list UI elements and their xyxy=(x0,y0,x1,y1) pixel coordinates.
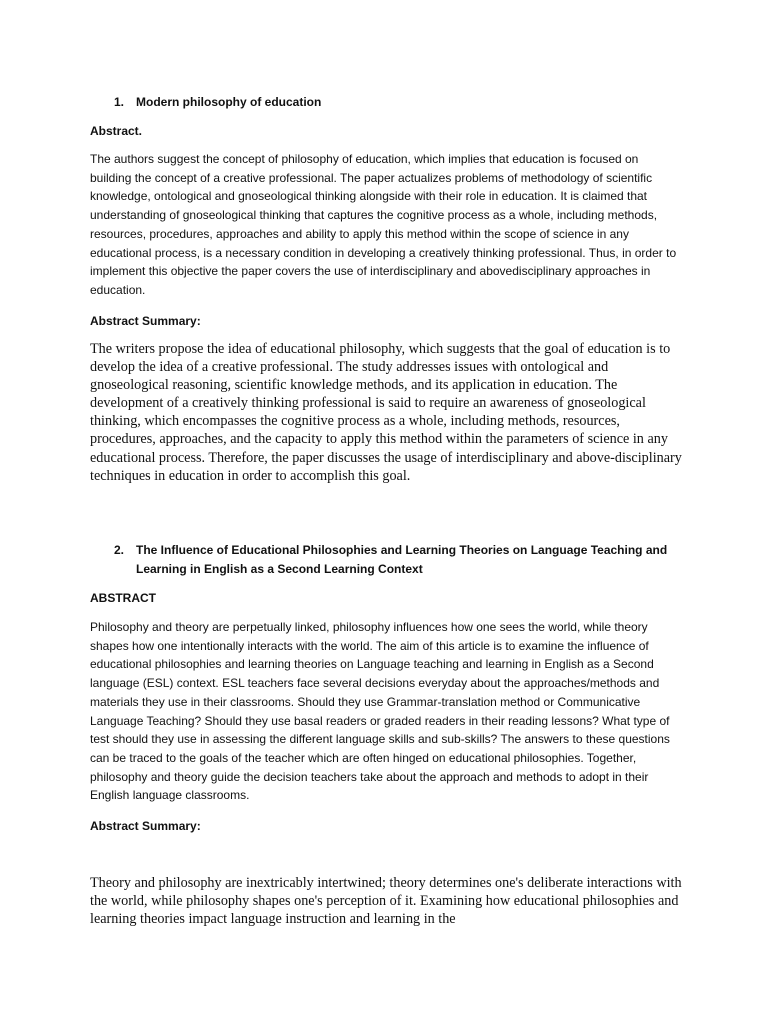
section-1-summary-text: The writers propose the idea of educational philosophy, which suggests that the goal of education is to develop the idea of a creative professional. The study addresses issues with ontological and gnoseological reasoning, scientific knowledge methods, and its application in education. The development of a creatively thinking professional is said to require an awareness of gnoseological thinking, which encompasses the cognitive process as a whole, including methods, resources, procedures, approaches, and the capacity to apply this method within the parameters of science in any educational process. Therefore, the paper discusses the usage of interdisciplinary and above-disciplinary techniques in education in order to accomplish this goal. xyxy=(90,341,682,484)
section-2-number: 2. xyxy=(114,543,125,557)
section-2-heading xyxy=(114,541,674,578)
section-2-summary-label: Abstract Summary: xyxy=(90,819,201,833)
section-1-abstract-text: The authors suggest the concept of philosophy of education, which implies that education is focused on building the concept of a creative professional. The paper actualizes problems of methodology of scientific knowledge, ontological and gnoseological thinking alongside with their role in education. It is claimed that understanding of gnoseological thinking that captures the cognitive process as a whole, including methods, resources, procedures, approaches and ability to apply this method within the scope of science in any educational process, is a necessary condition in developing a creatively thinking professional. Thus, in order to implement this objective the paper covers the use of interdisciplinary and abovedisciplinary approaches in education. xyxy=(90,152,677,297)
section-2-summary-text: Theory and philosophy are inextricably intertwined; theory determines one's deliberate interactions with the world, while philosophy shapes one's perception of it. Examining how educational philosophies and learning theories impact language instruction and learning in the xyxy=(90,875,682,928)
section-1-title: Modern philosophy of education xyxy=(136,95,322,109)
section-1-heading xyxy=(114,93,674,112)
section-2-abstract-label: ABSTRACT xyxy=(90,591,156,605)
section-1-summary-label: Abstract Summary: xyxy=(90,314,201,328)
section-1-abstract-label: Abstract. xyxy=(90,124,143,138)
section-2-title: The Influence of Educational Philosophies and Learning Theories on Language Teaching and Learning in English as a Second Learning Context xyxy=(136,543,668,576)
section-2-abstract-text: Philosophy and theory are perpetually linked, philosophy influences how one sees the world, while theory shapes how one intentionally interacts with the world. The aim of this article is to examine the influence of educational philosophies and learning theories on Language teaching and learning in English as a Second language (ESL) context. ESL teachers face several decisions everyday about the approaches/methods and materials they use in their classrooms. Should they use Grammar-translation method or Communicative Language Teaching? Should they use basal readers or graded readers in their reading lessons? What type of test should they use in assessing the different language skills and sub-skills? The answers to these questions can be traced to the goals of the teacher which are often hinged on educational philosophies. Together, philosophy and theory guide the decision teachers take about the approach and methods to adopt in their English language classrooms. xyxy=(90,620,670,803)
section-1-number: 1. xyxy=(114,95,125,109)
